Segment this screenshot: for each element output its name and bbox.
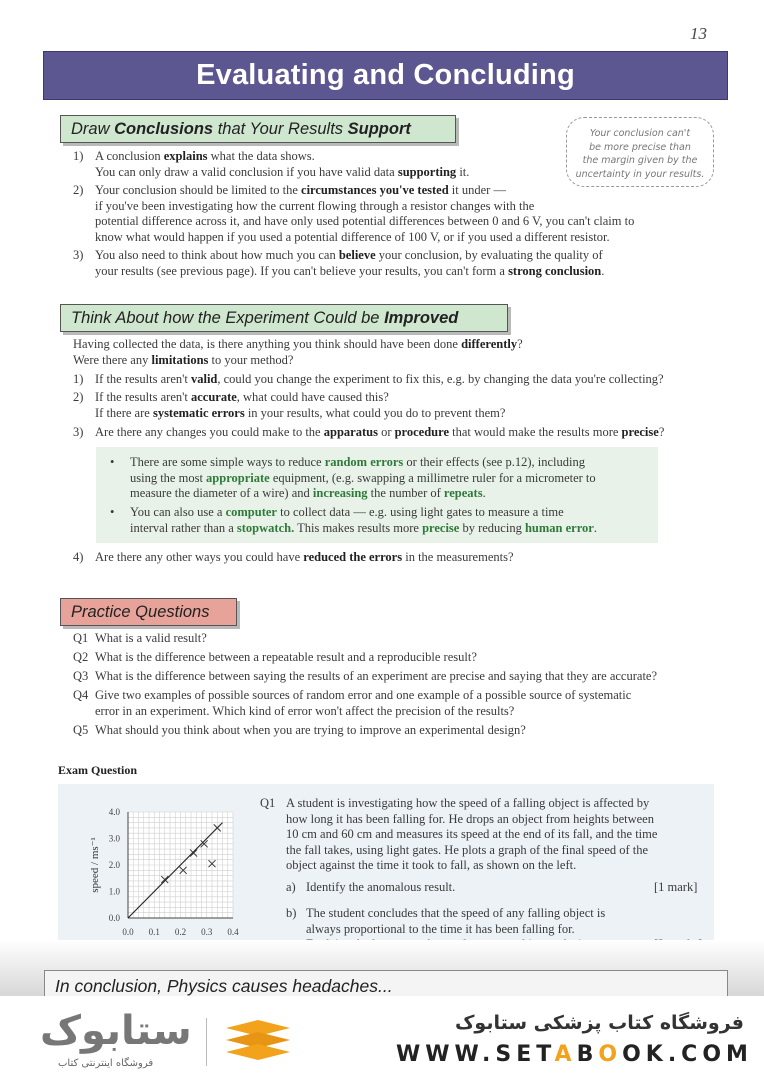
conclusion-banner: In conclusion, Physics causes headaches... (44, 970, 728, 1000)
section-heading-conclusions: Draw Conclusions that Your Results Support (60, 115, 456, 143)
exam-part-label: a) (286, 880, 296, 894)
section-intro: Having collected the data, is there anything you think should have been done differently? Were there any limitations to your method? (73, 337, 523, 367)
y-tick-label: 3.0 (108, 833, 120, 844)
exam-part-text: Identify the anomalous result. (306, 880, 456, 894)
exam-part-text: The student concludes that the speed of any falling object is always proportional to the time it has been falling for. (306, 906, 606, 936)
y-axis-label: speed / ms⁻¹ (89, 837, 101, 893)
side-note-bubble: Your conclusion can't be more precise than the margin given by the uncertainty in your results. (566, 117, 714, 187)
section-heading-practice: Practice Questions (60, 598, 237, 626)
exam-part-label: b) (286, 906, 297, 920)
exam-part-marks: [1 mark] (654, 880, 698, 894)
store-logo-subtitle: فروشگاه اینترنتی کتاب (58, 1058, 154, 1069)
exam-question-box (58, 784, 714, 960)
x-tick-label: 0.1 (148, 927, 160, 937)
x-tick-label: 0.4 (227, 927, 239, 937)
y-tick-label: 4.0 (108, 807, 120, 817)
y-tick-label: 2.0 (108, 860, 120, 870)
store-name: فروشگاه کتاب پزشکی ستابوک (454, 1012, 744, 1034)
page-title: Evaluating and Concluding (196, 59, 575, 91)
x-tick-label: 0.2 (174, 927, 187, 937)
page-number: 13 (690, 24, 707, 43)
tips-box: • There are some simple ways to reduce random errors or their effects (see p.12), including using the most appropriate equipment, (e.g. swapping a millimetre ruler for a micrometer to measure the diameter of a wire) and increasing the number of repeats. • You can also use a computer to collect data — e.g. using light gates to measure a time interval rather than a stopwatch. This makes results more precise by reducing human error. (96, 447, 658, 543)
exam-question-text: A student is investigating how the speed of a falling object is affected by how long it has been falling for. He drops an object from heights between 10 cm and 60 cm and measures its speed at the end of its fall, and the time the fall takes, using light gates. He plots a graph of the final speed of the object against the time it took to fall, as shown on the left. (286, 796, 658, 872)
speed-time-graph (58, 784, 258, 960)
book-logo-icon (222, 1018, 294, 1070)
logo-divider (206, 1018, 207, 1066)
store-logo: ستابوک (40, 1008, 192, 1054)
exam-question-label: Exam Question (58, 763, 138, 777)
store-footer (0, 996, 764, 1080)
store-url: WWW.SETABOOK.COM (396, 1042, 753, 1067)
y-tick-label: 1.0 (108, 886, 120, 897)
x-tick-label: 0.0 (122, 927, 134, 937)
exam-question-number: Q1 (260, 796, 276, 810)
x-tick-label: 0.3 (201, 927, 213, 937)
y-tick-label: 0.0 (108, 913, 120, 923)
section-heading-improvement: Think About how the Experiment Could be Improved (60, 304, 508, 332)
title-bar (43, 51, 728, 100)
